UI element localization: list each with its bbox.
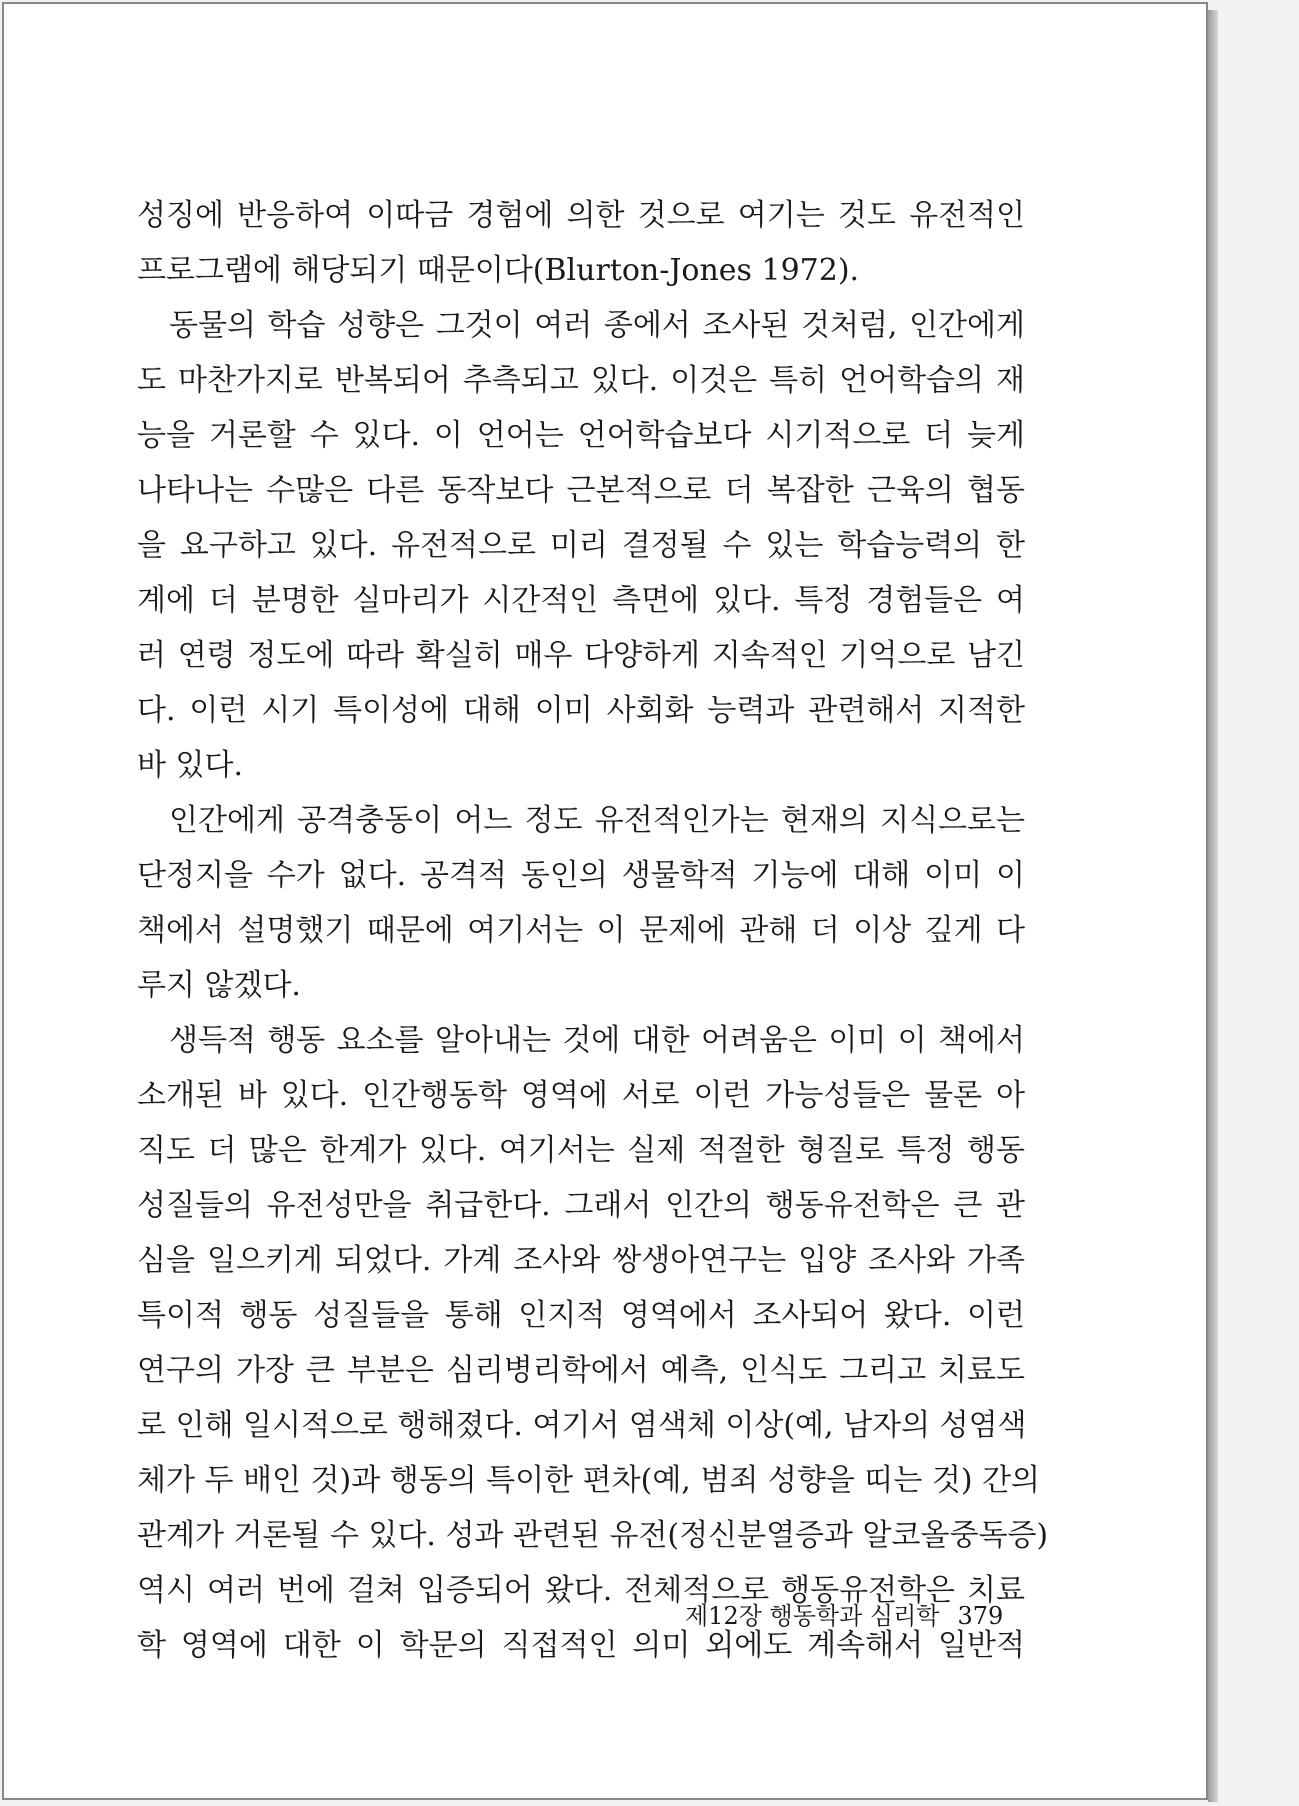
text-line: 성징에 반응하여 이따금 경험에 의한 것으로 여기는 것도 유전적인 — [137, 198, 1025, 233]
text-line: 관계가 거론될 수 있다. 성과 관련된 유전(정신분열증과 알코올중독증) — [137, 1518, 1049, 1553]
text-line: 로 인해 일시적으로 행해졌다. 여기서 염색체 이상(예, 남자의 성염색 — [137, 1408, 1027, 1443]
text-line: 동물의 학습 성향은 그것이 여러 종에서 조사된 것처럼, 인간에게 — [169, 308, 1025, 343]
text-line: 도 마찬가지로 반복되어 추측되고 있다. 이것은 특히 언어학습의 재 — [137, 363, 1025, 398]
text-line: 체가 두 배인 것)과 행동의 특이한 편차(예, 범죄 성향을 띠는 것) 간의 — [137, 1463, 1041, 1498]
body-text — [137, 188, 1049, 1673]
text-line: 루지 않겠다. — [137, 968, 301, 1003]
text-line: 단정지을 수가 없다. 공격적 동인의 생물학적 기능에 대해 이미 이 — [137, 858, 1025, 893]
text-line: 바 있다. — [137, 748, 244, 783]
running-footer — [685, 1598, 1005, 1634]
text-line: 연구의 가장 큰 부분은 심리병리학에서 예측, 인식도 그리고 치료도 — [137, 1353, 1025, 1388]
text-line: 학 영역에 대한 이 학문의 직접적인 의미 외에도 계속해서 일반적 — [137, 1628, 1025, 1663]
text-line: 계에 더 분명한 실마리가 시간적인 측면에 있다. 특정 경험들은 여 — [137, 583, 1025, 618]
text-line: 심을 일으키게 되었다. 가계 조사와 쌍생아연구는 입양 조사와 가족 — [137, 1243, 1025, 1278]
text-line: 특이적 행동 성질들을 통해 인지적 영역에서 조사되어 왔다. 이런 — [137, 1298, 1025, 1333]
text-line: 능을 거론할 수 있다. 이 언어는 언어학습보다 시기적으로 더 늦게 — [137, 418, 1025, 453]
text-line: 을 요구하고 있다. 유전적으로 미리 결정될 수 있는 학습능력의 한 — [137, 528, 1025, 563]
text-line: 직도 더 많은 한계가 있다. 여기서는 실제 적절한 형질로 특정 행동 — [137, 1133, 1025, 1168]
chapter-title: 제12장 행동학과 심리학 — [685, 1602, 940, 1630]
text-line: 책에서 설명했기 때문에 여기서는 이 문제에 관해 더 이상 깊게 다 — [137, 913, 1025, 948]
page-number: 379 — [957, 1602, 1004, 1630]
text-line: 다. 이런 시기 특이성에 대해 이미 사회화 능력과 관련해서 지적한 — [137, 693, 1025, 728]
text-line: 나타나는 수많은 다른 동작보다 근본적으로 더 복잡한 근육의 협동 — [137, 473, 1025, 508]
text-line: 소개된 바 있다. 인간행동학 영역에 서로 이런 가능성들은 물론 아 — [137, 1078, 1025, 1113]
text-line: 인간에게 공격충동이 어느 정도 유전적인가는 현재의 지식으로는 — [169, 803, 1025, 838]
page-edge-shadow — [1208, 10, 1218, 1802]
text-line: 성질들의 유전성만을 취급한다. 그래서 인간의 행동유전학은 큰 관 — [137, 1188, 1025, 1223]
text-line: 프로그램에 해당되기 때문이다(Blurton-Jones 1972). — [137, 253, 860, 288]
text-line: 역시 여러 번에 걸쳐 입증되어 왔다. 전체적으로 행동유전학은 치료 — [137, 1573, 1025, 1608]
text-line: 생득적 행동 요소를 알아내는 것에 대한 어려움은 이미 이 책에서 — [169, 1023, 1025, 1058]
text-line: 러 연령 정도에 따라 확실히 매우 다양하게 지속적인 기억으로 남긴 — [137, 638, 1025, 673]
